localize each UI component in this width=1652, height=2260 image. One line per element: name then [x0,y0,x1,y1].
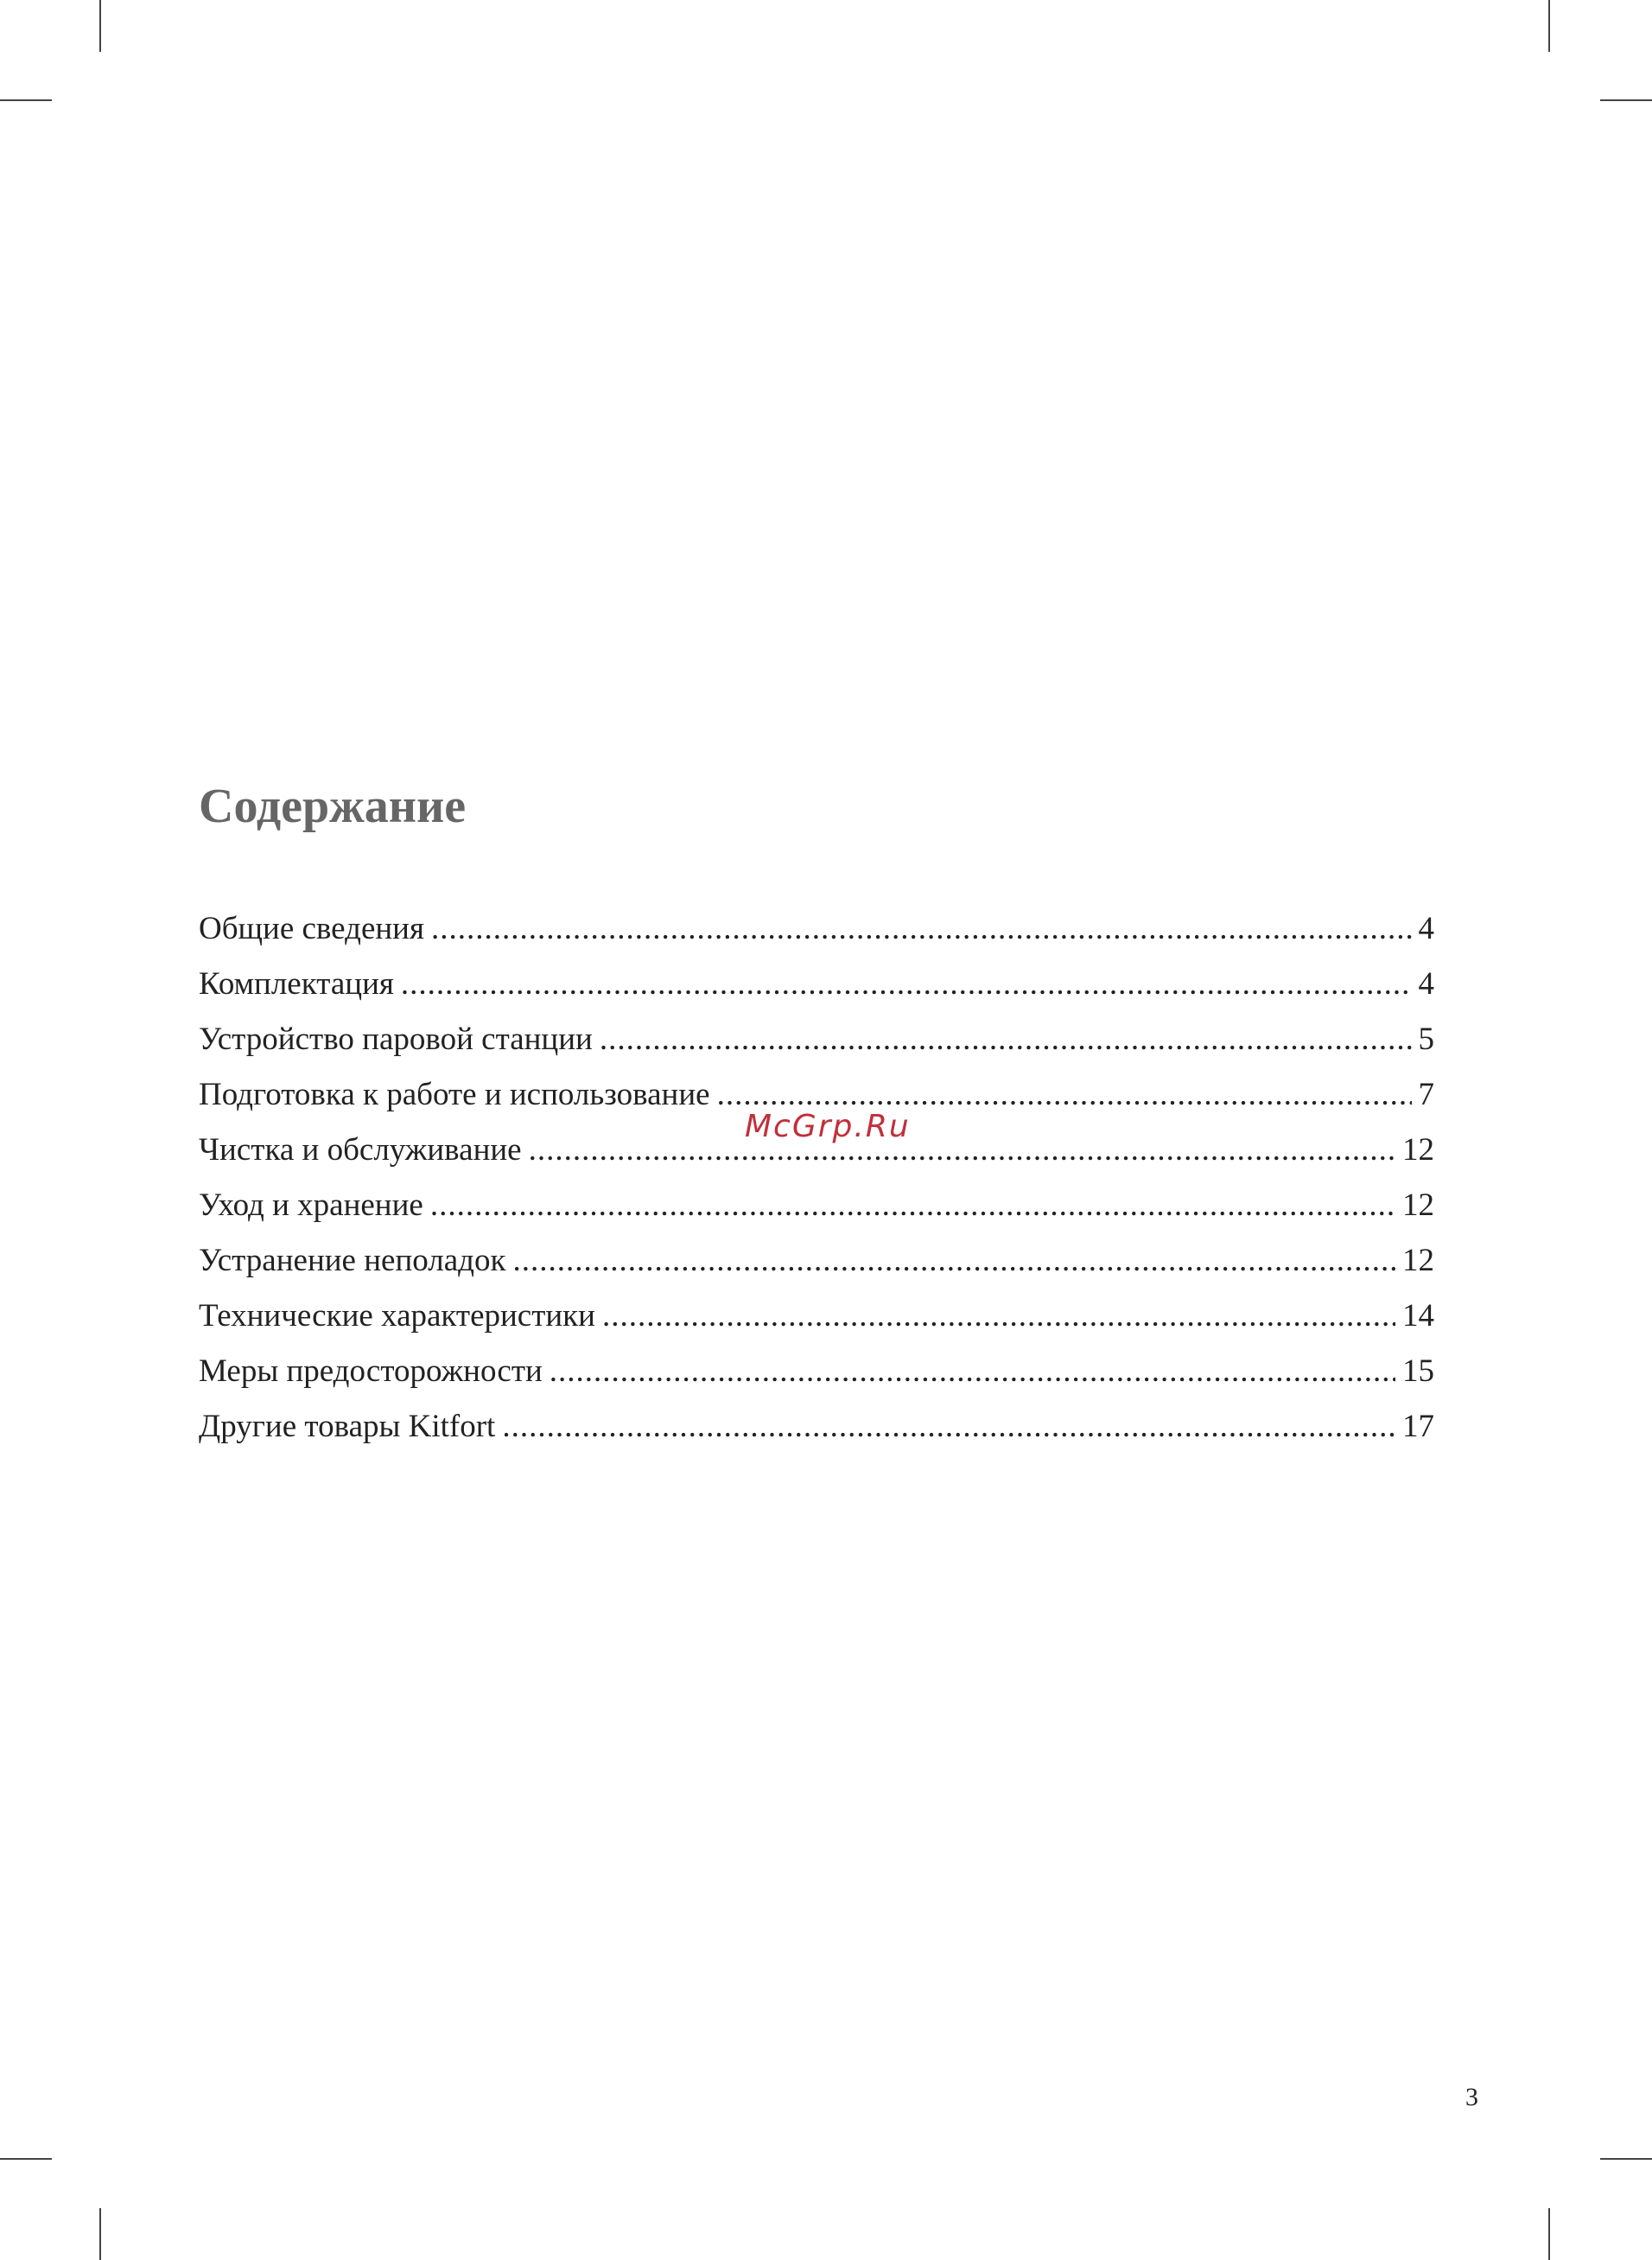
crop-mark-top-left-vertical [99,0,101,52]
toc-entry-label: Устройство паровой станции [199,1022,593,1057]
toc-entry-label: Меры предосторожности [199,1353,543,1389]
toc-entry-page: 17 [1402,1409,1434,1444]
toc-entry-device-description[interactable] [199,1012,1434,1067]
toc-entry-care-and-storage[interactable] [199,1178,1434,1233]
toc-entry-page: 4 [1418,966,1434,1002]
toc-entry-page: 5 [1418,1022,1434,1057]
toc-title: Содержание [199,780,467,833]
toc-entry-label: Уход и хранение [199,1187,423,1223]
toc-entry-label: Устранение неполадок [199,1243,506,1278]
toc-entry-page: 12 [1402,1243,1434,1278]
toc-entry-package-contents[interactable] [199,957,1434,1012]
crop-mark-top-right-horizontal [1600,99,1652,101]
toc-entry-general-info[interactable] [199,901,1434,957]
toc-entry-label: Комплектация [199,966,394,1002]
toc-dot-leader [401,957,1412,1012]
toc-entry-page: 12 [1402,1187,1434,1223]
crop-mark-bottom-left-horizontal [0,2158,52,2160]
crop-mark-top-left-horizontal [0,99,52,101]
crop-mark-bottom-right-vertical [1548,2208,1550,2260]
toc-entry-label: Общие сведения [199,911,424,946]
crop-mark-bottom-left-vertical [99,2208,101,2260]
toc-dot-leader [502,1399,1395,1455]
toc-dot-leader [602,1289,1395,1344]
toc-dot-leader [512,1233,1395,1289]
toc-entry-safety-precautions[interactable] [199,1344,1434,1399]
toc-entry-label: Чистка и обслуживание [199,1132,522,1168]
crop-mark-bottom-right-horizontal [1600,2158,1652,2160]
toc-entry-troubleshooting[interactable] [199,1233,1434,1289]
crop-mark-top-right-vertical [1548,0,1550,52]
toc-entry-specifications[interactable] [199,1289,1434,1344]
toc-list [199,901,1434,1455]
toc-entry-page: 15 [1402,1353,1434,1389]
toc-entry-page: 7 [1418,1077,1434,1112]
toc-dot-leader [550,1344,1395,1399]
toc-entry-page: 14 [1402,1298,1434,1334]
watermark: McGrp.Ru [745,1109,911,1144]
toc-dot-leader [529,1123,1395,1178]
toc-dot-leader [431,901,1412,957]
toc-dot-leader [600,1012,1412,1067]
toc-entry-other-products[interactable] [199,1399,1434,1455]
toc-dot-leader [430,1178,1395,1233]
toc-entry-label: Подготовка к работе и использование [199,1077,710,1112]
toc-entry-label: Технические характеристики [199,1298,595,1334]
toc-entry-page: 12 [1402,1132,1434,1168]
toc-entry-page: 4 [1418,911,1434,946]
toc-entry-label: Другие товары Kitfort [199,1409,496,1444]
page-number: 3 [1465,2083,1478,2111]
